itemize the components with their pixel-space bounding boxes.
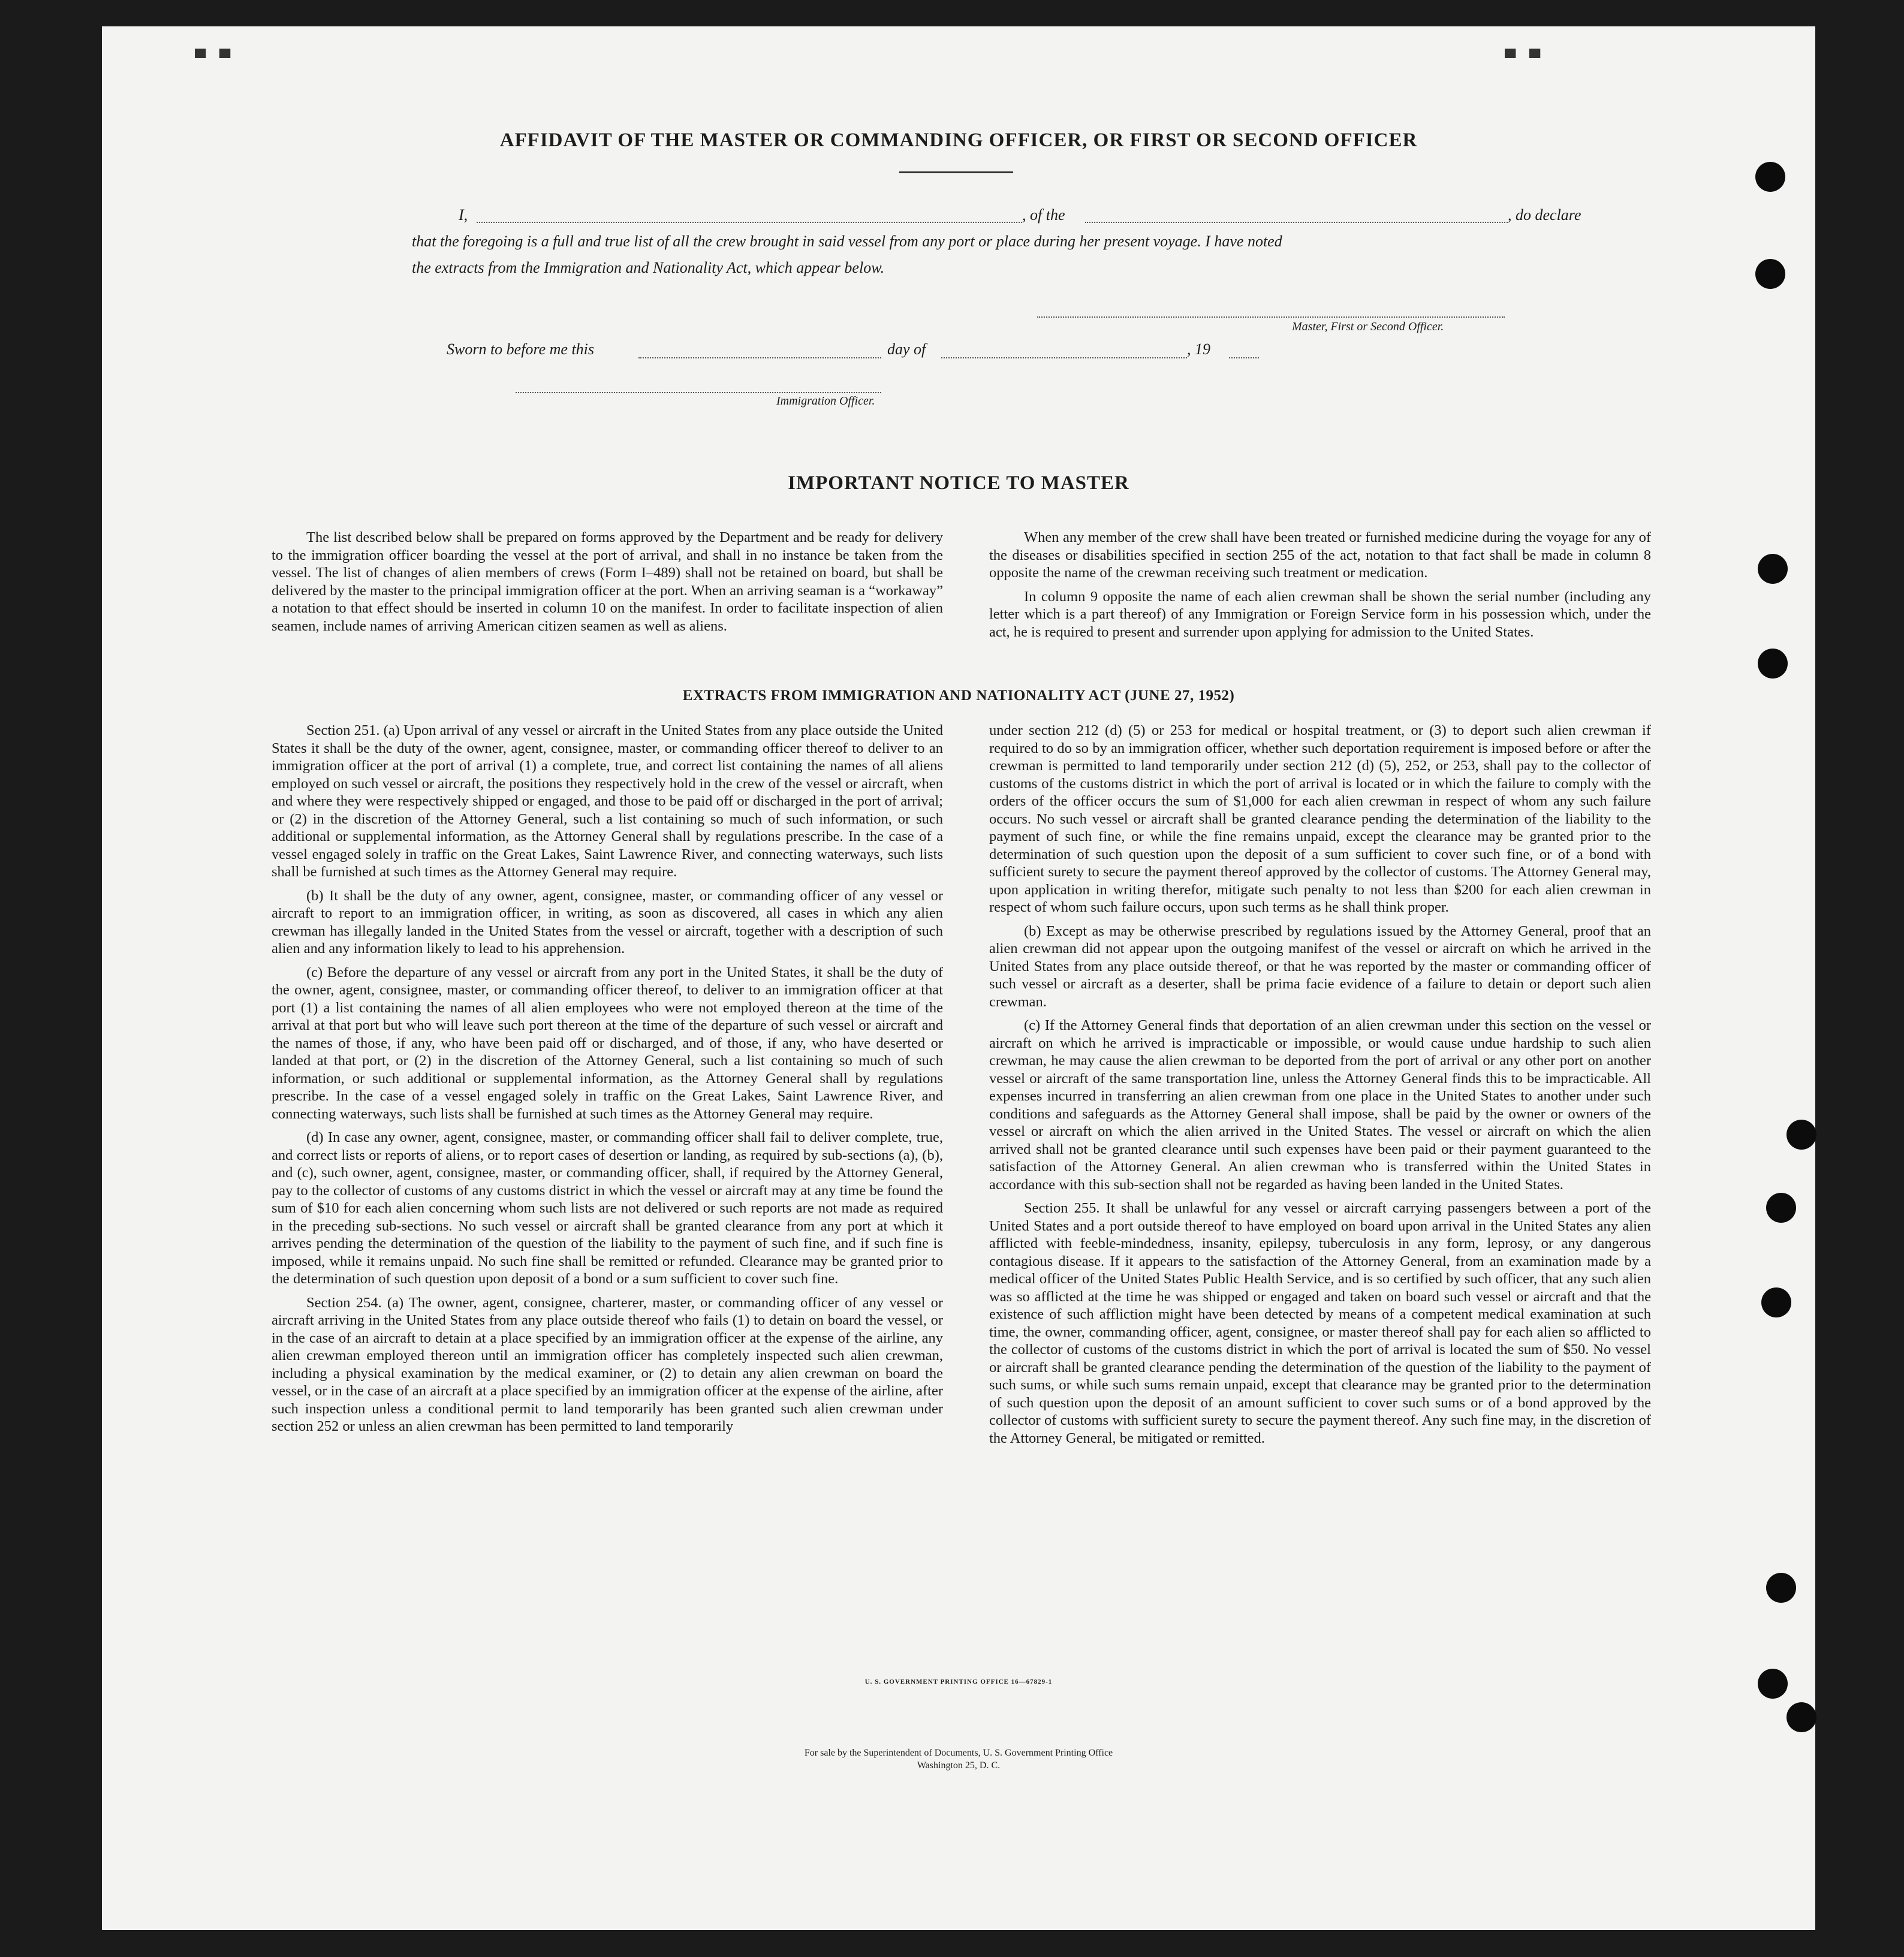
punch-hole	[1758, 1669, 1788, 1699]
corner-mark-left: ▀ ▀	[195, 49, 236, 67]
master-caption: Master, First or Second Officer.	[1292, 320, 1444, 333]
punch-hole	[1758, 649, 1788, 679]
section-251b-paragraph: (b) It shall be the duty of any owner, agent, consignee, master, or commanding officer of any vessel or aircraft to report to an immigration officer, in writing, as soon as discovered, all cases in which any alien crewman has illegally landed in the United States from the vessel or aircraft, together with a description of such alien and any information likely to lead to his apprehension.	[272, 887, 943, 957]
punch-hole	[1758, 554, 1788, 584]
section-251a-paragraph: Section 251. (a) Upon arrival of any vessel or aircraft in the United States from any place outside the United States it shall be the duty of the owner, agent, consignee, master, or commanding officer thereof to deliver to an immigration officer at the port of arrival (1) a complete, true, and correct list containing the names of all aliens employed on such vessel or aircraft, the positions they respectively hold in the crew of the vessel or aircraft, when and where they were respectively shipped or engaged, and those to be paid off or discharged in the port of arrival; or (2) in the discretion of the Attorney General, such a list containing so much of such information, or such additional or supplemental information, as the Attorney General shall by regulations prescribe. In the case of a vessel engaged solely in traffic on the Great Lakes, Saint Lawrence River, and connecting waterways, such lists shall be furnished at such times as the Attorney General may require.	[272, 722, 943, 880]
notice-left-paragraph: The list described below shall be prepared on forms approved by the Department and be ready for delivery to the immigration officer boarding the vessel at the port of arrival, and shall in no instance be taken from the vessel. The list of changes of alien members of crews (Form I–489) shall not be retained on board, but shall be delivered by the master to the principal immigration officer at the port. When an arriving seaman is a “workaway” a notation to that effect should be inserted in column 10 on the manifest. In order to facilitate inspection of alien seamen, include names of arriving American citizen seamen as well as aliens.	[272, 529, 943, 634]
section-255-paragraph: Section 255. It shall be unlawful for any vessel or aircraft carrying passengers between a port of the United States and a port outside thereof to have employed on board upon arrival in the United States any alien afflicted with feeble-mindedness, insanity, epilepsy, tuberculosis in any form, leprosy, or any dangerous contagious disease. If it appears to the satisfaction of the Attorney General, from an examination made by a medical officer of the United States Public Health Service, and is so certified by such officer, that any such alien was so afflicted at the time he was shipped or engaged and taken on board such vessel or aircraft and that the existence of such affliction might have been detected by means of a competent medical examination at such time, the owner, commanding officer, agent, consignee, or master thereof shall pay for each alien so afflicted to the collector of customs of the customs district in which the port of arrival is located the sum of $50. No vessel or aircraft shall be granted clearance pending the determination of the question of the liability to the payment of such sums, or while such sums remain unpaid, except that clearance may be granted prior to the determination of such question upon the deposit of an amount sufficient to cover such sums or of a bond approved by the collector of customs with sufficient surety to secure the payment thereof. Any such fine may, in the discretion of the Attorney General, be mitigated or remitted.	[989, 1200, 1651, 1446]
punch-hole	[1761, 1287, 1791, 1317]
affidavit-i-label: I,	[459, 206, 468, 224]
notice-right-paragraph-1: When any member of the crew shall have been treated or furnished medicine during the voyage for any of the diseases or disabilities specified in section 255 of the act, notation to that fact shall be made in column 8 opposite the name of the crewman receiving such treatment or medication.	[989, 529, 1651, 581]
sale-notice-line1: For sale by the Superintendent of Documents, U. S. Government Printing Office	[804, 1748, 1113, 1758]
affidavit-statement-line2: the extracts from the Immigration and Nationality Act, which appear below.	[412, 259, 885, 276]
sale-notice-line2: Washington 25, D. C.	[917, 1760, 1001, 1771]
gpo-imprint: U. S. GOVERNMENT PRINTING OFFICE 16—67829-1	[864, 1678, 1053, 1685]
affidavit-vessel-field[interactable]	[1085, 222, 1508, 223]
corner-mark-right: ▀ ▀	[1505, 49, 1546, 67]
affidavit-declare-label: , do declare	[1508, 206, 1581, 224]
master-signature-field[interactable]	[1037, 316, 1505, 318]
sworn-year-field[interactable]	[1229, 357, 1259, 358]
extracts-right-column	[989, 722, 1651, 1453]
notice-right-paragraph-2: In column 9 opposite the name of each alien crewman shall be shown the serial number (including any letter which is a part thereof) of any Immigration or Foreign Service form in his possession which, under the act, he is required to present and surrender upon applying for admission to the United States.	[989, 588, 1651, 640]
document-page	[102, 26, 1815, 1930]
sworn-day-field[interactable]	[638, 357, 881, 358]
immigration-officer-caption: Immigration Officer.	[776, 394, 875, 408]
punch-hole	[1766, 1573, 1796, 1603]
punch-hole	[1755, 259, 1785, 289]
section-254c-paragraph: (c) If the Attorney General finds that deportation of an alien crewman under this section on the vessel or aircraft on which he arrived is impracticable or impossible, or would cause undue hardship to such alien crewman, he may cause the alien crewman to be deported from the port of arrival or any other port on another vessel or aircraft of the same transportation line, unless the Attorney General finds this to be impracticable. All expenses incurred in transferring an alien crewman from one place in the United States to another under such conditions and safeguards as the Attorney General shall impose, shall be paid by the owner or owners of the vessel or aircraft on which the alien arrived in the United States. The vessel or aircraft on which the alien arrived shall not be granted clearance until such expenses have been paid or their payment guaranteed to the satisfaction of the Attorney General. An alien crewman who is transferred within the United States in accordance with this sub-section shall not be regarded as having been landed in the United States.	[989, 1017, 1651, 1193]
affidavit-title: AFFIDAVIT OF THE MASTER OR COMMANDING OFFICER, OR FIRST OR SECOND OFFICER	[499, 129, 1418, 151]
punch-hole	[1766, 1193, 1796, 1223]
sworn-month-field[interactable]	[941, 357, 1187, 358]
affidavit-name-field[interactable]	[477, 222, 1022, 223]
notice-title: IMPORTANT NOTICE TO MASTER	[788, 472, 1129, 494]
affidavit-statement-line1: that the foregoing is a full and true list of all the crew brought in said vessel from any port or place during her present voyage. I have noted	[412, 233, 1282, 250]
punch-hole	[1786, 1120, 1816, 1150]
section-254a-continued-paragraph: under section 212 (d) (5) or 253 for medical or hospital treatment, or (3) to deport such alien crewman if required to do so by an immigration officer, whether such deportation requirement is imposed before or after the crewman is permitted to land temporarily under section 212 (d) (5), 252, or 253, shall pay to the collector of customs of the customs district in which the port of arrival is located or in which the failure to comply with the orders of the officer occurs the sum of $1,000 for each alien crewman in respect of whom any such failure occurs. No such vessel or aircraft shall be granted clearance pending the determination of the liability to the payment of such fine, or while the fine remains unpaid, except the clearance may be granted prior to the determination of such question upon the deposit of a sum sufficient to cover such fine, or of a bond with sufficient surety to secure the payment thereof approved by the collector of customs. The Attorney General may, upon application in writing therefor, mitigate such penalty to not less than $200 for each alien crewman in respect of whom such failure occurs, upon such terms as he shall think proper.	[989, 722, 1651, 915]
title-underline	[899, 171, 1013, 173]
immigration-officer-signature-field[interactable]	[516, 392, 881, 393]
notice-left-column	[272, 529, 943, 641]
section-254b-paragraph: (b) Except as may be otherwise prescribed by regulations issued by the Attorney General, proof that an alien crewman did not appear upon the outgoing manifest of the vessel or aircraft on which he arrived in the United States from any place outside thereof, or that he was reported by the master or commanding officer of such vessel or aircraft as a deserter, shall be prima facie evidence of a failure to detain or deport such alien crewman.	[989, 922, 1651, 1010]
notice-right-column	[989, 529, 1651, 647]
affidavit-of-the-label: , of the	[1022, 206, 1065, 224]
extracts-left-column	[272, 722, 943, 1442]
year-label: , 19	[1187, 340, 1210, 358]
section-254a-paragraph: Section 254. (a) The owner, agent, consignee, charterer, master, or commanding officer of any vessel or aircraft arriving in the United States from any place outside thereof who fails (1) to detain on board the vessel, or in the case of an aircraft to detain at a place specified by an immigration officer at the expense of the airline, any alien crewman employed thereon until an immigration officer has completely inspected such alien crewman, including a physical examination by the medical examiner, or (2) to detain any alien crewman on board the vessel, or in the case of an aircraft at a place specified by an immigration officer at the expense of the airline, after such inspection unless a conditional permit to land temporarily has been granted such alien crewman under section 252 or unless an alien crewman has been permitted to land temporarily	[272, 1294, 943, 1434]
sworn-label: Sworn to before me this	[447, 340, 595, 358]
day-of-label: day of	[887, 340, 926, 358]
section-251d-paragraph: (d) In case any owner, agent, consignee, master, or commanding officer shall fail to deliver complete, true, and correct lists or reports of aliens, or to report cases of desertion or landing, as required by sub-sections (a), (b), and (c), such owner, agent, consignee, master, or commanding officer, shall, if required by the Attorney General, pay to the collector of customs of any customs district in which the vessel or aircraft may at any time be found the sum of $10 for each alien concerning whom such lists are not delivered or such reports are not made as required in the preceding sub-sections. No such vessel or aircraft shall be granted clearance from any port at which it arrives pending the determination of the question of the liability to the payment of such fine, and if such fine is imposed, while it remains unpaid. No such fine shall be remitted or refunded. Clearance may be granted prior to the determination of such question upon deposit of a bond or a sum sufficient to cover such fine.	[272, 1129, 943, 1287]
section-251c-paragraph: (c) Before the departure of any vessel or aircraft from any port in the United States, it shall be the duty of the owner, agent, consignee, master, or commanding officer thereof, to deliver to an immigration officer at that port (1) a list containing the names of all alien employees who were not employed thereon at the time of the arrival at that port but who will leave such port thereon at the time of the departure of such vessel or aircraft and the names of those, if any, who have been paid off or discharged, and of those, if any, who have deserted or landed at that port, or (2) in the discretion of the Attorney General, such a list containing so much of such information, or such additional or supplemental information, as the Attorney General shall by regulations prescribe. In the case of a vessel engaged solely in traffic on the Great Lakes, Saint Lawrence River, and connecting waterways, such lists shall be furnished at such times as the Attorney General may require.	[272, 964, 943, 1122]
punch-hole	[1755, 162, 1785, 192]
extracts-title: EXTRACTS FROM IMMIGRATION AND NATIONALITY ACT (JUNE 27, 1952)	[682, 687, 1235, 704]
punch-hole	[1786, 1702, 1816, 1732]
